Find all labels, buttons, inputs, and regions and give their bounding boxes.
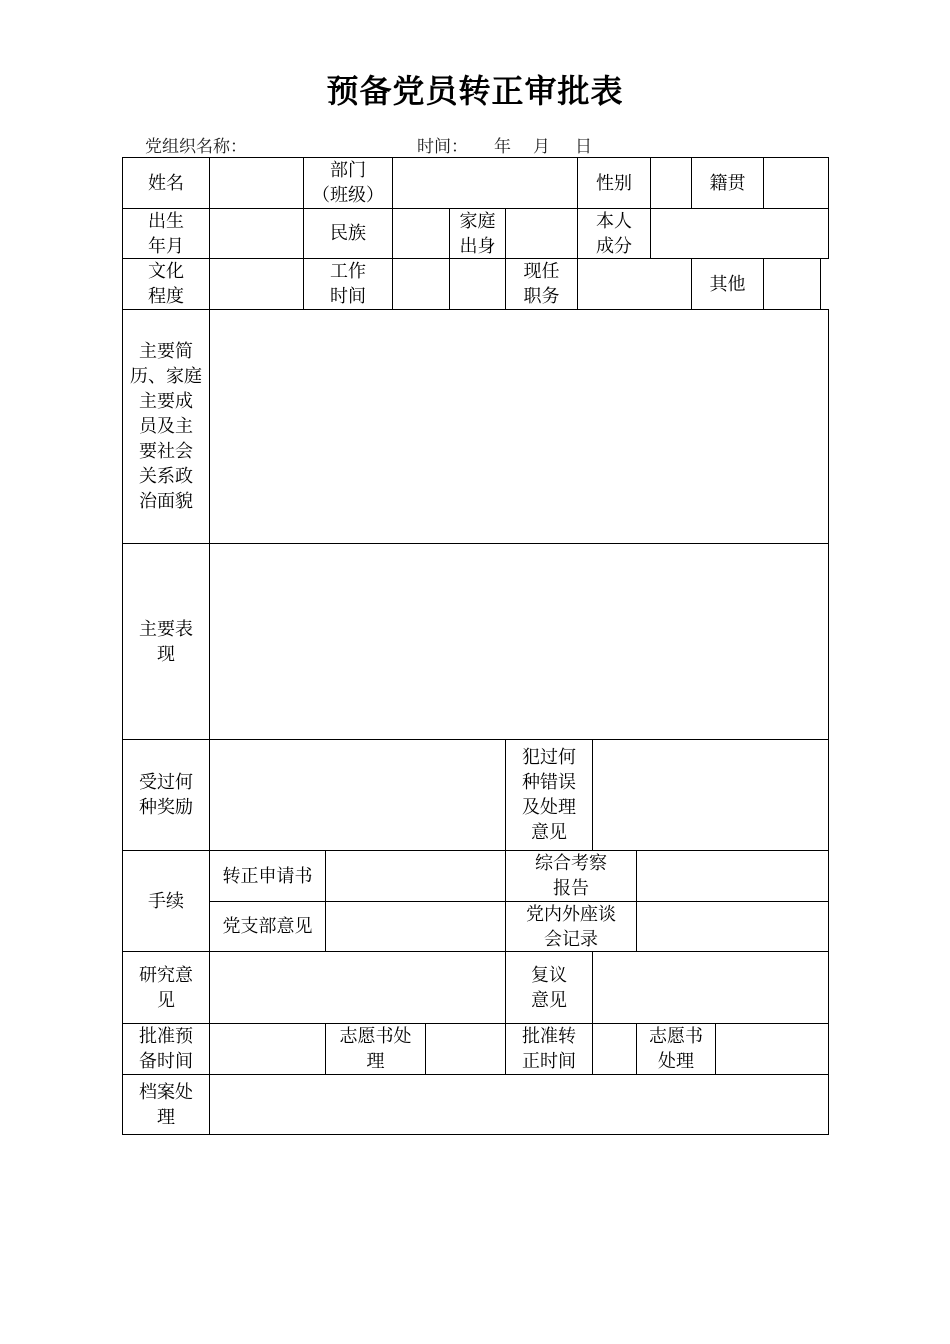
- volunteer-form-field-1[interactable]: [425, 1023, 506, 1075]
- archive-label: 档案处 理: [122, 1074, 210, 1135]
- education-label: 文化 程度: [122, 258, 210, 310]
- symposium-record-field[interactable]: [636, 901, 829, 952]
- awards-field[interactable]: [209, 739, 506, 851]
- birth-label: 出生 年月: [122, 208, 210, 259]
- ethnic-label: 民族: [303, 208, 393, 259]
- branch-opinion-label: 党支部意见: [209, 901, 326, 952]
- mistakes-field[interactable]: [592, 739, 829, 851]
- native-place-label: 籍贯: [691, 157, 764, 209]
- personal-status-label: 本人 成分: [577, 208, 651, 259]
- name-field[interactable]: [209, 157, 304, 209]
- other-field[interactable]: [763, 258, 821, 310]
- research-opinion-field[interactable]: [209, 951, 506, 1024]
- branch-opinion-field[interactable]: [325, 901, 506, 952]
- org-name-label: 党组织名称：: [145, 137, 247, 157]
- symposium-record-label: 党内外座谈 会记录: [505, 901, 637, 952]
- review-opinion-label: 复议 意见: [505, 951, 593, 1024]
- assessment-report-label: 综合考察 报告: [505, 850, 637, 902]
- application-field[interactable]: [325, 850, 506, 902]
- volunteer-form-label-2: 志愿书 处理: [636, 1023, 716, 1075]
- position-label: 现任 职务: [505, 258, 578, 310]
- approve-prep-time-label: 批准预 备时间: [122, 1023, 210, 1075]
- review-opinion-field[interactable]: [592, 951, 829, 1024]
- research-opinion-label: 研究意 见: [122, 951, 210, 1024]
- dept-label: 部门 （班级）: [303, 157, 393, 209]
- dept-field[interactable]: [392, 157, 578, 209]
- birth-field[interactable]: [209, 208, 304, 259]
- family-origin-field[interactable]: [505, 208, 578, 259]
- work-time-field-a[interactable]: [392, 258, 450, 310]
- name-label: 姓名: [122, 157, 210, 209]
- ethnic-field[interactable]: [392, 208, 450, 259]
- native-place-field[interactable]: [763, 157, 829, 209]
- performance-field[interactable]: [209, 543, 829, 740]
- performance-label: 主要表 现: [122, 543, 210, 740]
- volunteer-form-field-2[interactable]: [715, 1023, 829, 1075]
- personal-status-field[interactable]: [650, 208, 829, 259]
- approve-prep-time-field[interactable]: [209, 1023, 326, 1075]
- resume-label: 主要简 历、家庭 主要成 员及主 要社会 关系政 治面貌: [122, 309, 210, 544]
- procedures-label: 手续: [122, 850, 210, 952]
- gender-label: 性别: [577, 157, 651, 209]
- form-title: 预备党员转正审批表: [326, 72, 624, 110]
- family-origin-label: 家庭 出身: [449, 208, 506, 259]
- month-label: 月: [533, 137, 550, 157]
- volunteer-form-label-1: 志愿书处 理: [325, 1023, 426, 1075]
- approve-full-time-field[interactable]: [592, 1023, 637, 1075]
- year-label: 年: [494, 137, 511, 157]
- day-label: 日: [575, 137, 592, 157]
- assessment-report-field[interactable]: [636, 850, 829, 902]
- other-label: 其他: [691, 258, 764, 310]
- education-field[interactable]: [209, 258, 304, 310]
- resume-field[interactable]: [209, 309, 829, 544]
- mistakes-label: 犯过何 种错误 及处理 意见: [505, 739, 593, 851]
- time-label: 时间：: [417, 137, 468, 157]
- archive-field[interactable]: [209, 1074, 829, 1135]
- work-time-label: 工作 时间: [303, 258, 393, 310]
- application-label: 转正申请书: [209, 850, 326, 902]
- awards-label: 受过何 种奖励: [122, 739, 210, 851]
- work-time-field-b[interactable]: [449, 258, 506, 310]
- position-field[interactable]: [577, 258, 692, 310]
- approve-full-time-label: 批准转 正时间: [505, 1023, 593, 1075]
- gender-field[interactable]: [650, 157, 692, 209]
